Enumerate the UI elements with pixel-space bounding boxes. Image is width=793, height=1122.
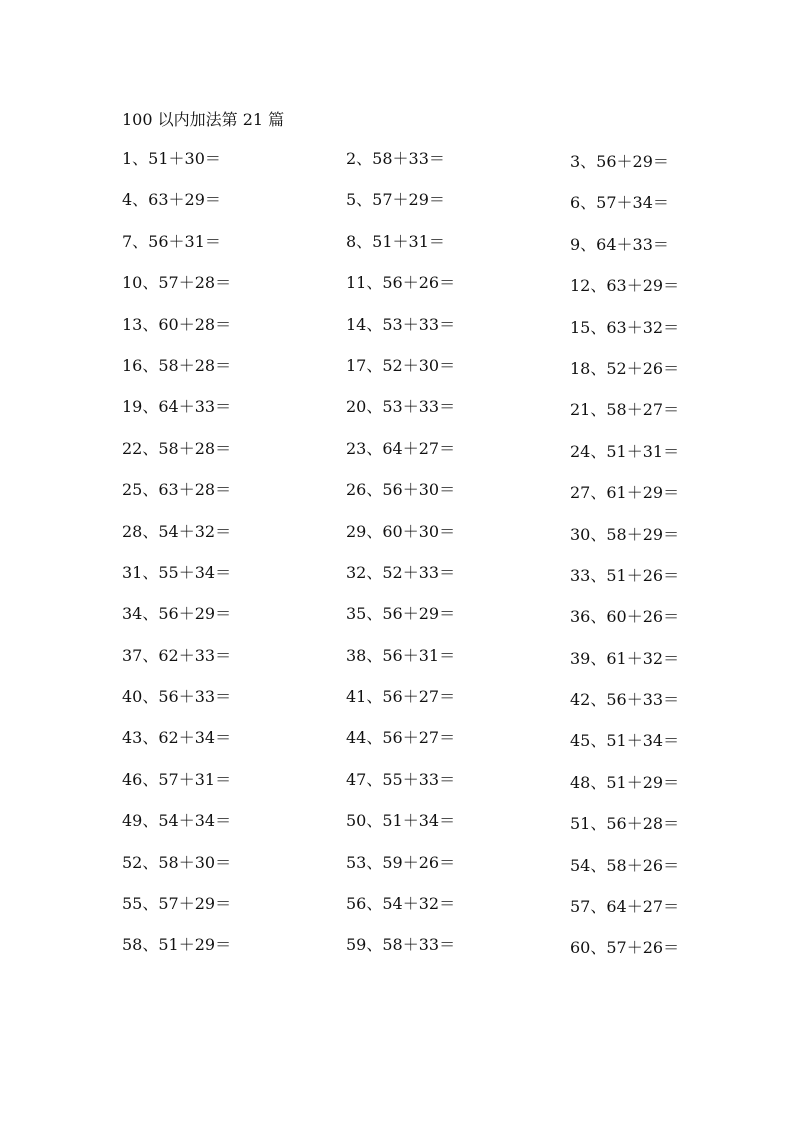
- problem-item: 14、53＋33＝: [346, 314, 456, 334]
- problem-item: 51、56＋28＝: [570, 814, 680, 834]
- problem-item: 35、56＋29＝: [346, 604, 456, 624]
- problem-item: 52、58＋30＝: [122, 852, 232, 872]
- problem-item: 3、56＋29＝: [570, 152, 669, 171]
- problem-item: 46、57＋31＝: [122, 769, 232, 789]
- problem-item: 49、54＋34＝: [122, 811, 232, 831]
- problem-item: 25、63＋28＝: [122, 480, 232, 500]
- problem-item: 12、63＋29＝: [570, 276, 680, 296]
- problem-item: 18、52＋26＝: [570, 358, 680, 378]
- problem-item: 33、51＋26＝: [570, 565, 680, 585]
- problem-item: 47、55＋33＝: [346, 769, 456, 789]
- problem-item: 48、51＋29＝: [570, 772, 680, 792]
- problem-item: 5、57＋29＝: [346, 190, 445, 210]
- problem-item: 11、56＋26＝: [346, 273, 456, 293]
- problem-item: 24、51＋31＝: [570, 441, 680, 461]
- problem-item: 26、56＋30＝: [346, 480, 456, 500]
- problem-item: 45、51＋34＝: [570, 731, 680, 751]
- problem-item: 15、63＋32＝: [570, 317, 680, 337]
- page-title: 100 以内加法第 21 篇: [122, 110, 285, 129]
- problem-item: 17、52＋30＝: [346, 355, 456, 375]
- problem-item: 7、56＋31＝: [122, 231, 221, 251]
- problem-item: 22、58＋28＝: [122, 438, 232, 458]
- problem-item: 44、56＋27＝: [346, 728, 456, 748]
- problem-item: 34、56＋29＝: [122, 604, 232, 624]
- problem-item: 1、51＋30＝: [122, 149, 221, 168]
- problem-item: 10、57＋28＝: [122, 273, 232, 293]
- problem-item: 31、55＋34＝: [122, 562, 232, 582]
- problem-item: 20、53＋33＝: [346, 397, 456, 417]
- problem-item: 59、58＋33＝: [346, 935, 456, 955]
- problem-item: 4、63＋29＝: [122, 190, 221, 210]
- problem-item: 32、52＋33＝: [346, 562, 456, 582]
- problem-item: 27、61＋29＝: [570, 483, 680, 503]
- problem-item: 8、51＋31＝: [346, 231, 445, 251]
- problem-item: 37、62＋33＝: [122, 645, 232, 665]
- problem-item: 42、56＋33＝: [570, 690, 680, 710]
- problem-item: 19、64＋33＝: [122, 397, 232, 417]
- problem-item: 13、60＋28＝: [122, 314, 232, 334]
- problem-item: 55、57＋29＝: [122, 894, 232, 914]
- problem-item: 40、56＋33＝: [122, 687, 232, 707]
- problem-item: 39、61＋32＝: [570, 648, 680, 668]
- problem-item: 41、56＋27＝: [346, 687, 456, 707]
- problem-item: 60、57＋26＝: [570, 938, 680, 958]
- problem-item: 6、57＋34＝: [570, 193, 669, 213]
- problem-item: 50、51＋34＝: [346, 811, 456, 831]
- problem-grid: [122, 148, 722, 976]
- problem-item: 38、56＋31＝: [346, 645, 456, 665]
- problem-item: 53、59＋26＝: [346, 852, 456, 872]
- problem-item: 23、64＋27＝: [346, 438, 456, 458]
- problem-item: 16、58＋28＝: [122, 355, 232, 375]
- problem-item: 9、64＋33＝: [570, 234, 669, 254]
- problem-item: 43、62＋34＝: [122, 728, 232, 748]
- problem-item: 2、58＋33＝: [346, 149, 445, 168]
- problem-item: 30、58＋29＝: [570, 524, 680, 544]
- problem-item: 29、60＋30＝: [346, 521, 456, 541]
- problem-item: 56、54＋32＝: [346, 894, 456, 914]
- problem-item: 28、54＋32＝: [122, 521, 232, 541]
- problem-item: 21、58＋27＝: [570, 400, 680, 420]
- problem-item: 57、64＋27＝: [570, 897, 680, 917]
- problem-item: 58、51＋29＝: [122, 935, 232, 955]
- problem-item: 54、58＋26＝: [570, 855, 680, 875]
- problem-item: 36、60＋26＝: [570, 607, 680, 627]
